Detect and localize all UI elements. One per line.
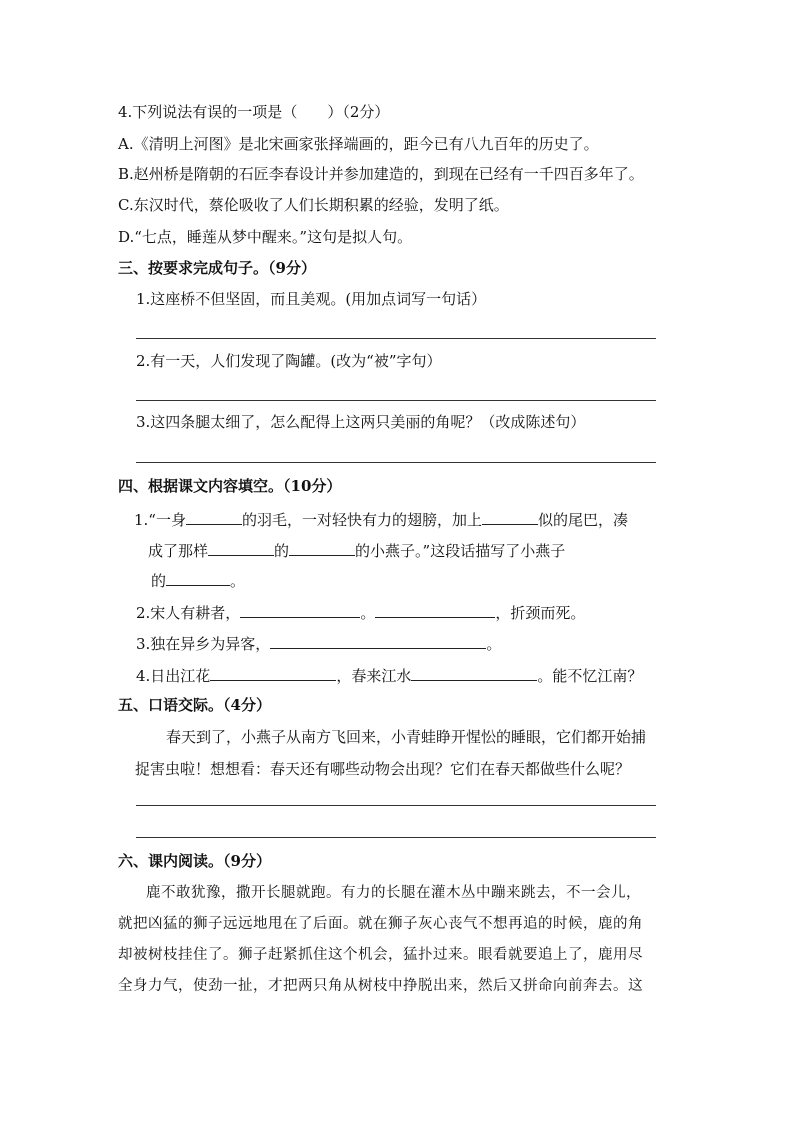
s4-q1-text-b: 的羽毛，一对轻快有力的翅膀，加上: [241, 511, 482, 529]
answer-line-5[interactable]: [136, 837, 656, 838]
s4-q3: [136, 632, 501, 654]
fill-blank[interactable]: [166, 569, 230, 586]
q4-stem: 4.下列说法有误的一项是（ ）（2分）: [118, 103, 390, 121]
s4-q2-text-b: 。: [360, 604, 376, 622]
s4-q1-text-h: 。: [230, 572, 246, 590]
s4-q1-text-c: 似的尾巴，凑: [538, 511, 629, 529]
s4-q1-text-a: 1.“一身: [134, 511, 186, 529]
s3-item-1: 1.这座桥不但坚固，而且美观。(用加点词写一句话）: [136, 290, 487, 308]
s4-q1-text-e: 的: [274, 542, 290, 560]
s6-passage-line1: 鹿不敢犹豫，撒开长腿就跑。有力的长腿在灌木丛中蹦来跳去，不一会儿，: [146, 885, 641, 901]
s4-q1-line2: [148, 539, 565, 561]
q4-option-c: C.东汉时代，蔡伦吸收了人们长期积累的经验，发明了纸。: [118, 196, 509, 214]
s5-paragraph-line2: 捉害虫啦！想想看：春天还有哪些动物会出现？它们在春天都做些什么呢？: [135, 760, 631, 778]
s4-q4: [136, 664, 642, 686]
s3-item-2: 2.有一天，人们发现了陶罐。(改为“被”字句）: [136, 352, 442, 370]
s6-passage-line2: 就把凶猛的狮子远远地甩在了后面。就在狮子灰心丧气不想再追的时候，鹿的角: [118, 916, 643, 932]
s4-q2: [136, 601, 585, 623]
fill-blank[interactable]: [210, 664, 336, 681]
section-6-title: 六、课内阅读。（9分）: [118, 852, 271, 870]
fill-blank[interactable]: [411, 664, 537, 681]
s4-q1-text-d: 成了那样: [148, 542, 209, 560]
answer-line-4[interactable]: [136, 805, 656, 806]
s6-passage-line3: 却被树枝挂住了。狮子赶紧抓住这个机会，猛扑过来。眼看就要追上了，鹿用尽: [118, 947, 643, 963]
s4-q1-text-f: 的小燕子。”这段话描写了小燕子: [355, 542, 566, 560]
fill-blank[interactable]: [186, 508, 242, 525]
fill-blank[interactable]: [289, 539, 355, 556]
fill-blank[interactable]: [482, 508, 538, 525]
s4-q2-text-c: ，折颈而死。: [495, 604, 586, 622]
section-4-title: 四、根据课文内容填空。（10分）: [118, 477, 342, 495]
s4-q4-text-a: 4.日出江花: [136, 667, 211, 685]
s4-q1-line1: [134, 508, 628, 530]
fill-blank[interactable]: [208, 539, 274, 556]
answer-line-1[interactable]: [136, 338, 656, 339]
s4-q1-line3: [151, 569, 245, 591]
q4-option-d: D.“七点，睡莲从梦中醒来。”这句是拟人句。: [118, 228, 413, 246]
answer-line-3[interactable]: [136, 462, 656, 463]
fill-blank[interactable]: [240, 601, 360, 618]
s4-q3-text-b: 。: [486, 635, 502, 653]
q4-option-b: B.赵州桥是隋朝的石匠李春设计并参加建造的，到现在已经有一千四百多年了。: [118, 165, 644, 183]
answer-line-2[interactable]: [136, 400, 656, 401]
section-3-title: 三、按要求完成句子。（9分）: [118, 259, 316, 277]
q4-option-a: A.《清明上河图》是北宋画家张择端画的，距今已有八九百年的历史了。: [118, 135, 599, 153]
fill-blank[interactable]: [270, 632, 486, 649]
s4-q3-text-a: 3.独在异乡为异客，: [136, 635, 271, 653]
section-5-title: 五、口语交际。（4分）: [118, 696, 271, 714]
s4-q4-text-b: ，春来江水: [336, 667, 412, 685]
s5-paragraph-line1: 春天到了，小燕子从南方飞回来，小青蛙睁开惺忪的睡眼，它们都开始捕: [166, 728, 647, 746]
s4-q1-text-g: 的: [151, 572, 167, 590]
s6-passage-line4: 全身力气，使劲一扯，才把两只角从树枝中挣脱出来，然后又拼命向前奔去。这: [118, 978, 643, 994]
s3-item-3: 3.这四条腿太细了，怎么配得上这两只美丽的角呢？（改成陈述句）: [136, 413, 586, 431]
fill-blank[interactable]: [375, 601, 495, 618]
s4-q4-text-c: 。能不忆江南？: [537, 667, 643, 685]
s4-q2-text-a: 2.宋人有耕者，: [136, 604, 241, 622]
